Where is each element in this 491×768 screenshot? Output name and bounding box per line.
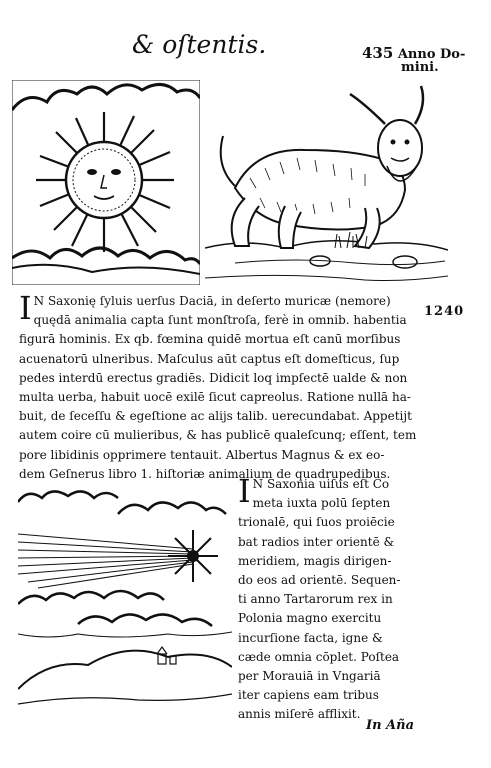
- main-paragraph: [19, 289, 424, 484]
- text-line: bat radios inter orientē &: [238, 534, 395, 549]
- text-line: incurſione facta, igne &: [238, 630, 383, 645]
- margin-year: 1240: [424, 304, 465, 319]
- text-line: autem coire cū mulieribus, & has publicē qualeſcunq; eſſent, tem: [19, 428, 417, 443]
- text-line: cæde omnia cōplet. Poſtea: [238, 649, 400, 664]
- text-line: quędā animalia capta ſunt monſtroſa, ferè in omnib. habentia: [33, 313, 407, 328]
- text-line: pedes interdū erectus gradiēs. Didicit loq impſectē ualde & non: [19, 370, 408, 385]
- text-line: trionalē, qui ſuos proiēcie: [238, 515, 395, 530]
- text-line: meridiem, magis dirigen-: [238, 553, 392, 568]
- text-line: pore libidinis opprimere tentauit. Albertus Magnus & ex eo-: [19, 447, 385, 462]
- page-title: & oſtentis.: [132, 30, 267, 59]
- text-line: meta iuxta polū ſepten: [252, 496, 391, 511]
- text-line: figurā hominis. Ex qb. fœmina quidē mortua eſt canū morſibus: [19, 332, 401, 347]
- text-line: dem Geſnerus libro 1. hiſtoriæ animalium de quadrupedibus.: [19, 466, 391, 481]
- wild-man-woodcut-illustration: [205, 78, 448, 288]
- text-line: N Saxonia uiſus eſt Co: [252, 477, 390, 491]
- dropcap-initial: I: [19, 289, 32, 327]
- page-number: 435: [362, 44, 394, 62]
- text-line: buit, de ſeceſſu & egeſtione ac alijs talib. uerecundabat. Appetijt: [19, 409, 412, 424]
- text-line: iter capiens eam tribus: [238, 688, 379, 703]
- text-line: Polonia magno exercitu: [238, 611, 382, 626]
- text-line: N Saxonię ſyluis uerſus Daciā, in deſerto muricæ (nemore): [33, 294, 391, 308]
- margin-note-mini: mini.: [401, 60, 439, 75]
- text-line: per Morauiā in Vngariā: [238, 668, 381, 683]
- text-line: do eos ad orientē. Sequen-: [238, 572, 401, 587]
- text-line: ti anno Tartarorum rex in: [238, 592, 393, 607]
- dropcap-initial: I: [238, 472, 251, 510]
- sun-woodcut-illustration: [12, 80, 200, 285]
- comet-woodcut-illustration: [18, 484, 232, 712]
- text-line: annis miſerē afflixit.: [238, 707, 361, 722]
- catchword: In Aña: [366, 718, 415, 733]
- text-line: multa uerba, habuit uocē exilē ſicut capreolus. Ratione nullā ha-: [19, 389, 411, 404]
- margin-note-anno: Anno Do-: [397, 47, 466, 62]
- comet-paragraph: [238, 472, 440, 724]
- text-line: acuenatorū ulneribus. Maſculus aūt captus eſt domeſticus, ſup: [19, 351, 400, 366]
